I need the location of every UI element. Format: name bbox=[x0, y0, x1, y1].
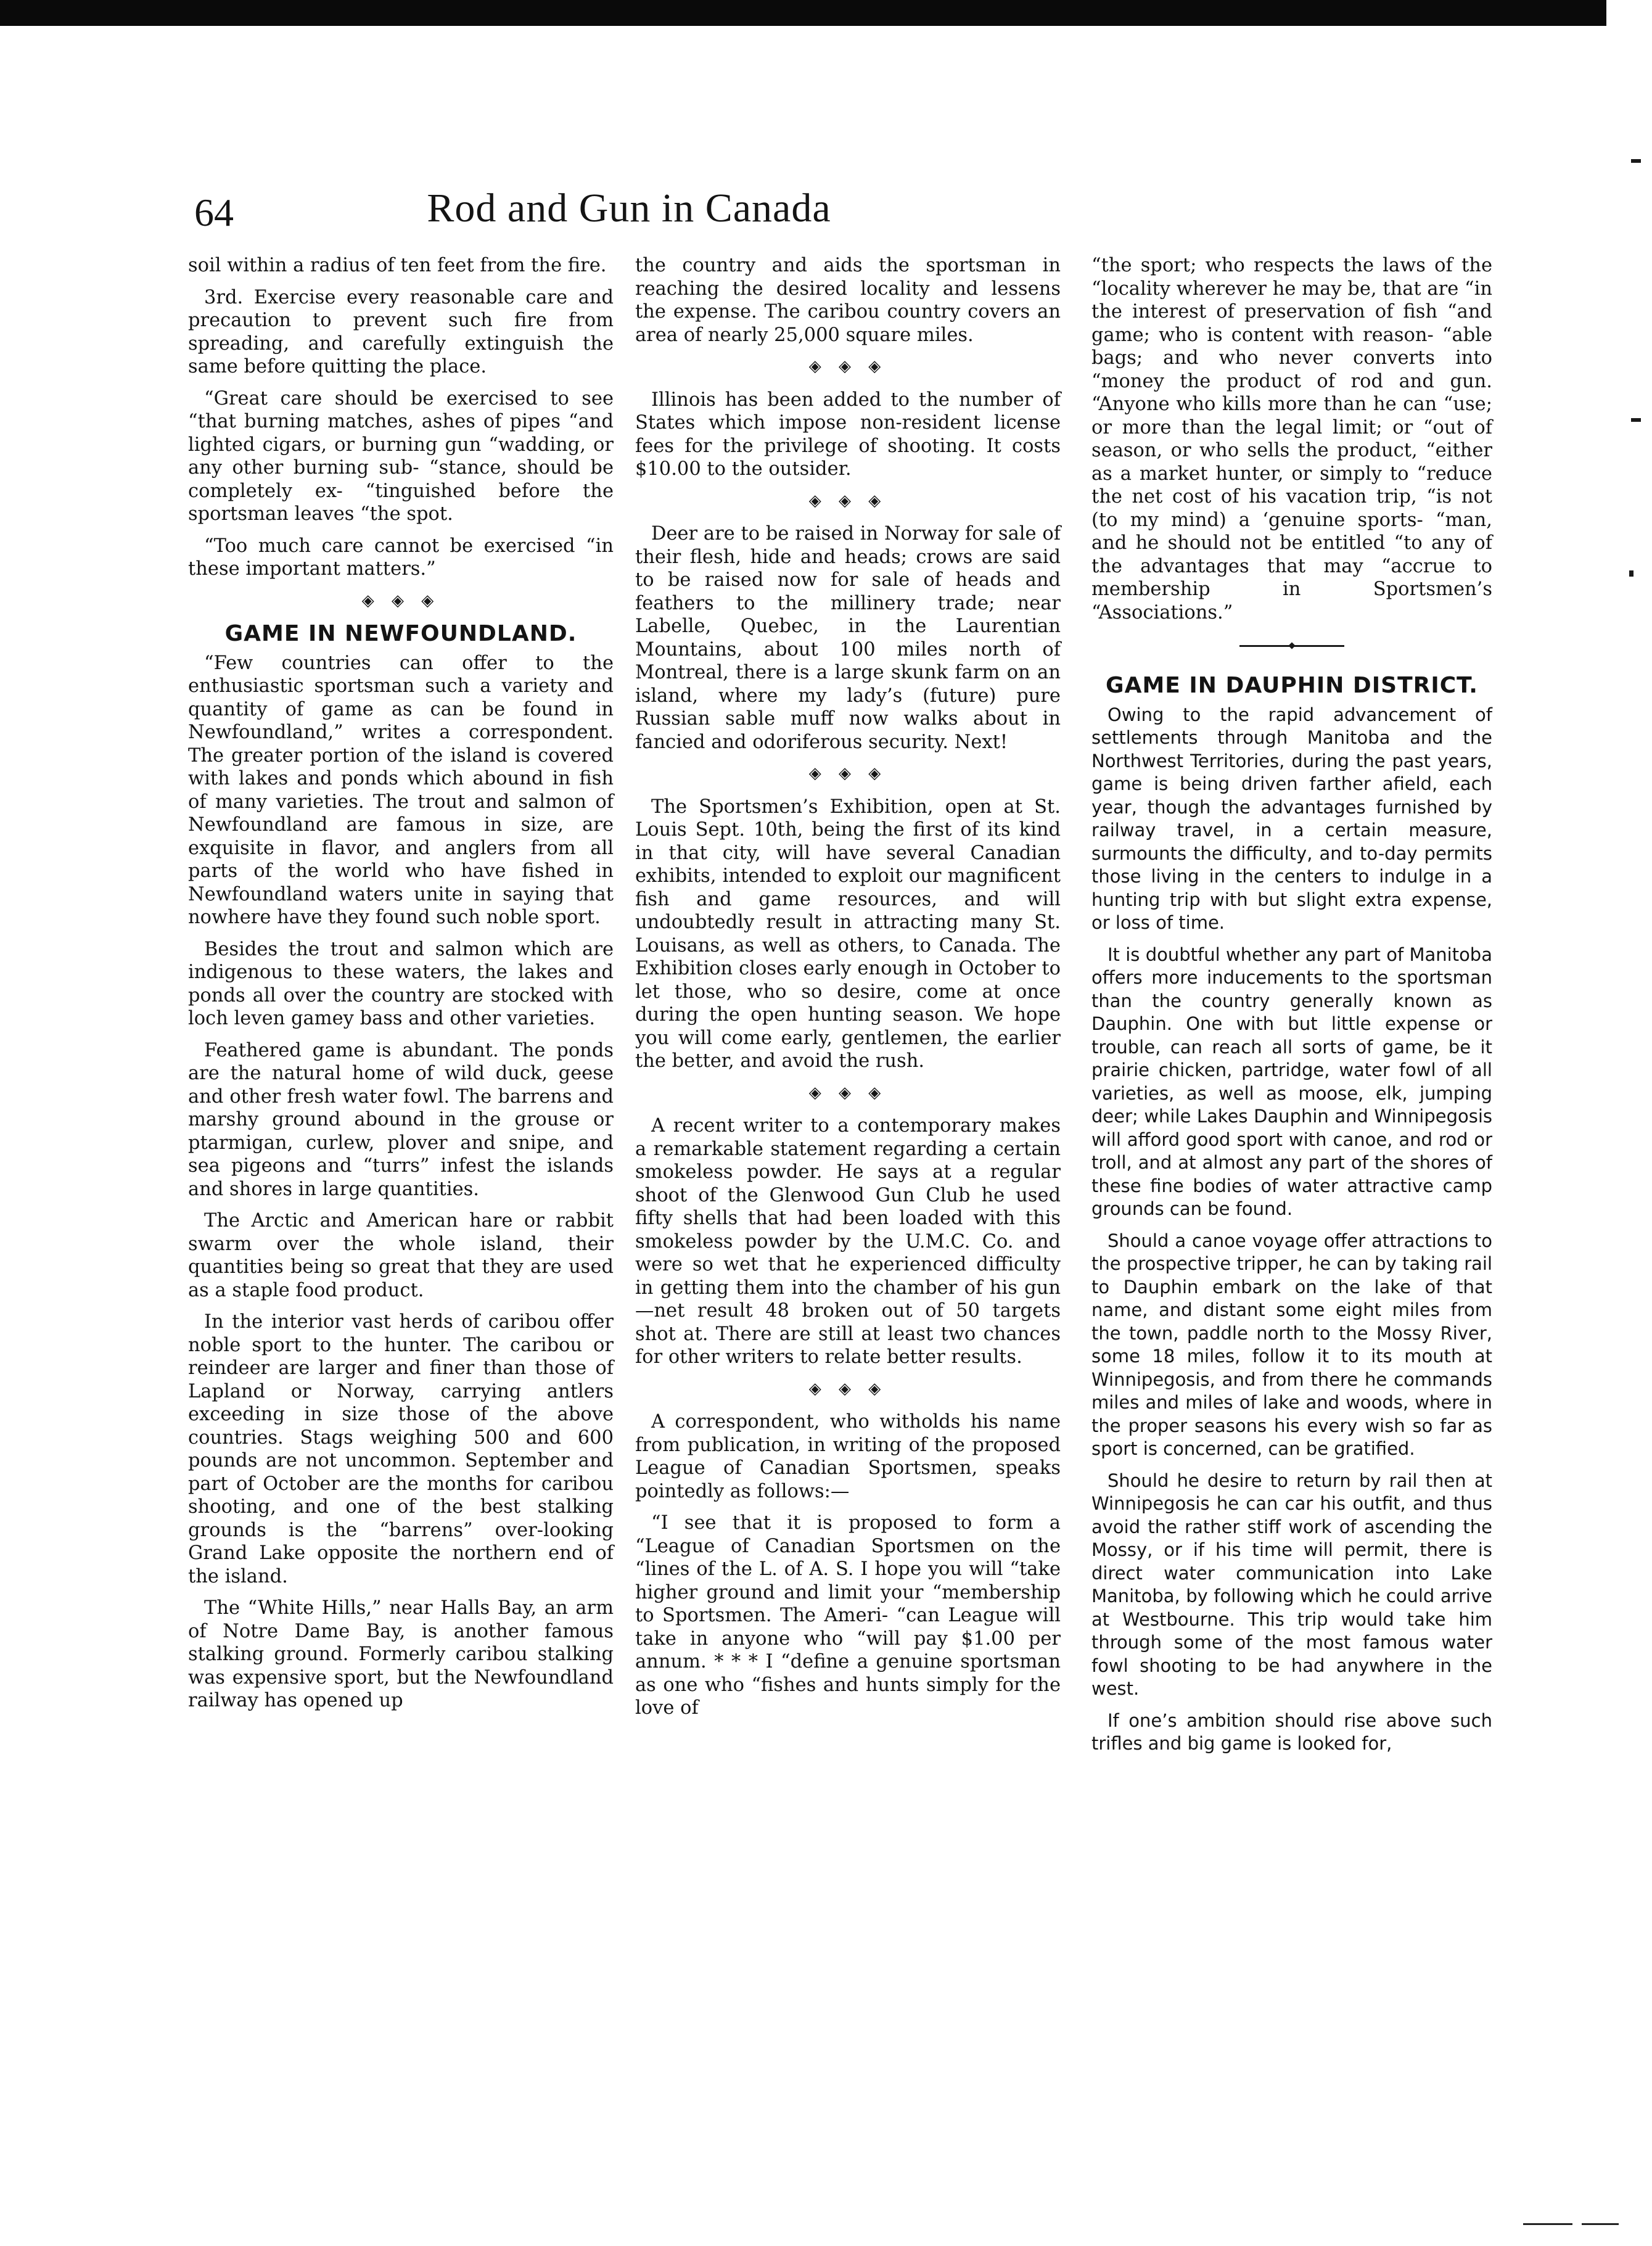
running-title: Rod and Gun in Canada bbox=[427, 186, 831, 231]
scan-mark bbox=[1631, 418, 1641, 422]
paragraph: If one’s ambition should rise above such trifles and big game is looked for, bbox=[1091, 1709, 1492, 1754]
paragraph: The Sportsmen’s Exhibition, open at St. Louis Sept. 10th, being the first of its kind in that city, will have several Canadian exhibits, intended to exploit our magnificent fish and game resources, and will undoubtedly result in attracting many St. Louisans, as well as others, to Canada. The Exhibition closes early enough in October to let those, who so desire, come at once during the open hunting season. We hope you will come early, gentlemen, the earlier the better, and avoid the rush. bbox=[635, 796, 1061, 1072]
scan-mark bbox=[1631, 159, 1641, 163]
paragraph: A correspondent, who witholds his name from publication, in writing of the proposed League of Canadian Sportsmen, speaks pointedly as follows:— bbox=[635, 1411, 1061, 1502]
scan-mark bbox=[1523, 2223, 1572, 2225]
paragraph: “Few countries can offer to the enthusiastic sportsman such a variety and quantity of game as can be found in Newfoundland,” writes a correspondent. The greater portion of the island is covered with lakes and ponds which abound in fish of many varieties. The trout and salmon of Newfoundland are famous in size, are exquisite in flavor, and anglers from all parts of the world who have fished in Newfoundland waters unite in saying that nowhere have they found such noble sport. bbox=[188, 652, 614, 928]
paragraph: The Arctic and American hare or rabbit swarm over the whole island, their quantities being so great that they are used as a staple food product. bbox=[188, 1210, 614, 1301]
paragraph: “Too much care cannot be exercised “in these important matters.” bbox=[188, 535, 614, 580]
section-ornament: ◈ ◈ ◈ bbox=[808, 491, 887, 510]
top-border-bar bbox=[0, 0, 1606, 26]
scan-mark bbox=[1629, 570, 1634, 577]
paragraph: “the sport; who respects the laws of the “locality wherever he may be, that are “in the interest of preservation of fish “and game; who is content with reason- “able bags; and who never converts into “money the product of rod and gun. “Anyone who kills more than he can “use; or more than the legal limit; or “out of season, or who sells the product, “either as a market hunter, or simply to “reduce the net cost of his vacation trip, “is not (to my mind) a ‘genuine sports- “man, and he should not be entitled “to any of the advantages that may “accrue to membership in Sportsmen’s “Associations.” bbox=[1091, 255, 1492, 623]
paragraph: A recent writer to a contemporary makes a remarkable statement regarding a certain smokeless powder. He says at a regular shoot of the Glenwood Gun Club he used fifty shells that had been loaded with this smokeless powder by the U.M.C. Co. and were so wet that he experienced difficulty in getting them into the chamber of his gun—net result 48 broken out of 50 targets shot at. There are still at least two chances for other writers to relate better results. bbox=[635, 1115, 1061, 1368]
paragraph: “I see that it is proposed to form a “League of Canadian Sportsmen on the “lines of the L. of A. S. I hope you will “take higher ground and limit your “membership to Sportsmen. The Ameri- “can League will take in anyone who “will pay $1.00 per annum. * * * I “define a genuine sportsman as one who “fishes and hunts simply for the love of bbox=[635, 1512, 1061, 1719]
paragraph: “Great care should be exercised to see “that burning matches, ashes of pipes “and lighted cigars, or burning gun “wadding, or any other burning sub- “stance, should be completely ex- “tinguished before the sportsman leaves “the spot. bbox=[188, 387, 614, 525]
paragraph: Illinois has been added to the number of States which impose non-resident license fees for the privilege of shooting. It costs $10.00 to the outsider. bbox=[635, 389, 1061, 480]
section-ornament: ◈ ◈ ◈ bbox=[808, 1083, 887, 1102]
paragraph: Should he desire to return by rail then at Winnipegosis he can car his outfit, and thus avoid the rather stiff work of ascending the Mossy, or if his time will permit, there is direct water communication into Lake Manitoba, by following which he could arrive at Westbourne. This trip would take him through some of the most famous water fowl shooting to be had anywhere in the west. bbox=[1091, 1470, 1492, 1699]
paragraph: The “White Hills,” near Halls Bay, an arm of Notre Dame Bay, is another famous stalking ground. Formerly caribou stalking was expensive sport, but the Newfoundland railway has opened up bbox=[188, 1597, 614, 1711]
section-heading-newfoundland: GAME IN NEWFOUNDLAND. bbox=[224, 621, 577, 646]
section-ornament: ◈ ◈ ◈ bbox=[361, 591, 440, 610]
paragraph: Feathered game is abundant. The ponds are the natural home of wild duck, geese and other fresh water fowl. The barrens and marshy ground abound in the grouse or ptarmigan, curlew, plover and snipe, and sea pigeons and “turrs” infest the islands and shores in large quantities. bbox=[188, 1039, 614, 1200]
page-number: 64 bbox=[194, 191, 234, 234]
paragraph: Besides the trout and salmon which are indigenous to these waters, the lakes and ponds all over the country are stocked with loch leven gamey bass and other varieties. bbox=[188, 938, 614, 1029]
paragraph: the country and aids the sportsman in reaching the desired locality and lessens the expense. The caribou country covers an area of nearly 25,000 square miles. bbox=[635, 255, 1061, 346]
column-2 bbox=[635, 254, 1061, 1729]
page-header bbox=[194, 185, 1064, 253]
paragraph: soil within a radius of ten feet from the fire. bbox=[188, 255, 607, 276]
paragraph: In the interior vast herds of caribou offer noble sport to the hunter. The caribou or reindeer are larger and finer than those of Lapland or Norway, carrying antlers exceeding in size those of the above countries. Stags weighing 500 and 600 pounds are not uncommon. September and part of October are the months for caribou shooting, and one of the best stalking grounds is the “barrens” over-looking Grand Lake opposite the northern end of the island. bbox=[188, 1311, 614, 1587]
section-ornament: ◈ ◈ ◈ bbox=[808, 1379, 887, 1398]
paragraph: 3rd. Exercise every reasonable care and precaution to prevent such fire from spreading, and carefully extinguish the same before quitting the place. bbox=[188, 286, 614, 377]
section-ornament: ◈ ◈ ◈ bbox=[808, 764, 887, 783]
section-heading-dauphin: GAME IN DAUPHIN DISTRICT. bbox=[1106, 673, 1478, 698]
paragraph: Deer are to be raised in Norway for sale of their flesh, hide and heads; crows are said to be raised now for sale of heads and feathers to the millinery trade; near Labelle, Quebec, in the Laurentian Mountains, about 100 miles north of Montreal, there is a large skunk farm on an island, where my lady’s (future) pure Russian sable muff now walks about in fancied and odoriferous security. Next! bbox=[635, 523, 1061, 753]
section-divider bbox=[1239, 645, 1344, 647]
scan-mark bbox=[1582, 2223, 1619, 2225]
paragraph: Should a canoe voyage offer attractions to the prospective tripper, he can by taking rail to Dauphin embark on the lake of that name, and distant some eight miles from the town, paddle north to the Mossy River, some 18 miles, follow it to its mouth at Winnipegosis, and from there he commands miles and miles of lake and woods, where in the proper seasons his every wish so far as sport is concerned, can be gratified. bbox=[1091, 1230, 1492, 1459]
paragraph: Owing to the rapid advancement of settlements through Manitoba and the Northwest Territories, during the past years, game is being driven farther afield, each year, though the advantages furnished by railway travel, in a certain measure, surmounts the difficulty, and to-day permits those living in the centers to indulge in a hunting trip with but slight extra expense, or loss of time. bbox=[1091, 704, 1492, 933]
column-1 bbox=[188, 254, 614, 1721]
column-3 bbox=[1091, 254, 1492, 1764]
paragraph: It is doubtful whether any part of Manitoba offers more inducements to the sportsman than the country generally known as Dauphin. One with but little expense or trouble, can reach all sorts of game, be it prairie chicken, partridge, water fowl of all varieties, as well as moose, elk, jumping deer; while Lakes Dauphin and Winnipegosis will afford good sport with canoe, and rod or troll, and at almost any part of the shores of these fine bodies of water attractive camp grounds can be found. bbox=[1091, 944, 1492, 1219]
section-ornament: ◈ ◈ ◈ bbox=[808, 357, 887, 376]
